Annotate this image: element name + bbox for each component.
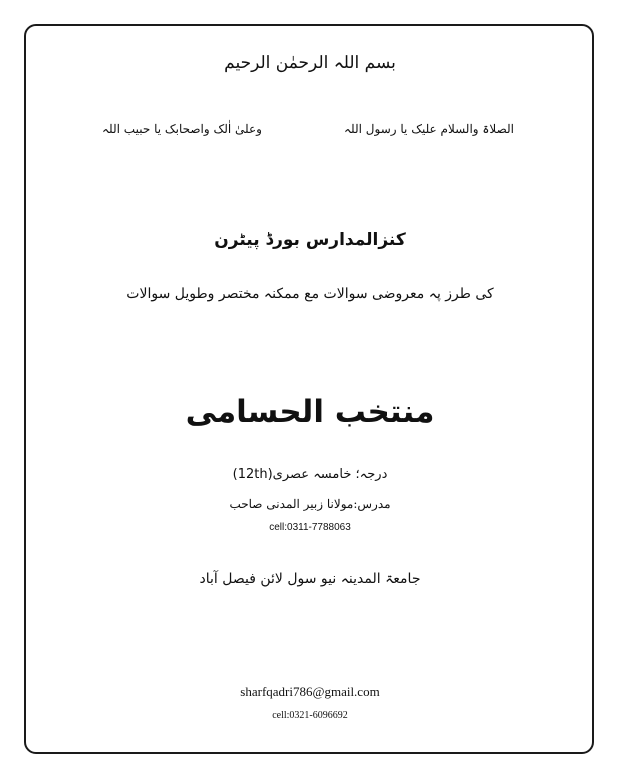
basmala-heading: بسم اللہ الرحمٰن الرحیم (224, 53, 396, 73)
teacher-phone: cell:0311-7788063 (269, 522, 351, 533)
board-title: کنزالمدارس بورڈ پیٹرن (214, 230, 406, 250)
institute-name: جامعۃ المدینہ نیو سول لائن فیصل آباد (199, 571, 421, 587)
subtitle: کی طرز پہ معروضی سوالات مع ممکنہ مختصر وطویل سوالات (126, 286, 494, 302)
teacher-name: مدرس:مولانا زبیر المدنی صاحب (229, 497, 391, 511)
grade-label: درجہ؛ خامسہ عصری(12th) (232, 467, 388, 482)
contact-email: sharfqadri786@gmail.com (240, 684, 380, 699)
salutation-right: الصلاۃ والسلام علیک یا رسول اللہ (344, 122, 514, 136)
salutation-left: وعلیٰ اٰلک واصحابک یا حبیب اللہ (102, 122, 262, 136)
contact-phone: cell:0321-6096692 (272, 710, 348, 721)
book-title: منتخب الحسامی (185, 394, 435, 430)
